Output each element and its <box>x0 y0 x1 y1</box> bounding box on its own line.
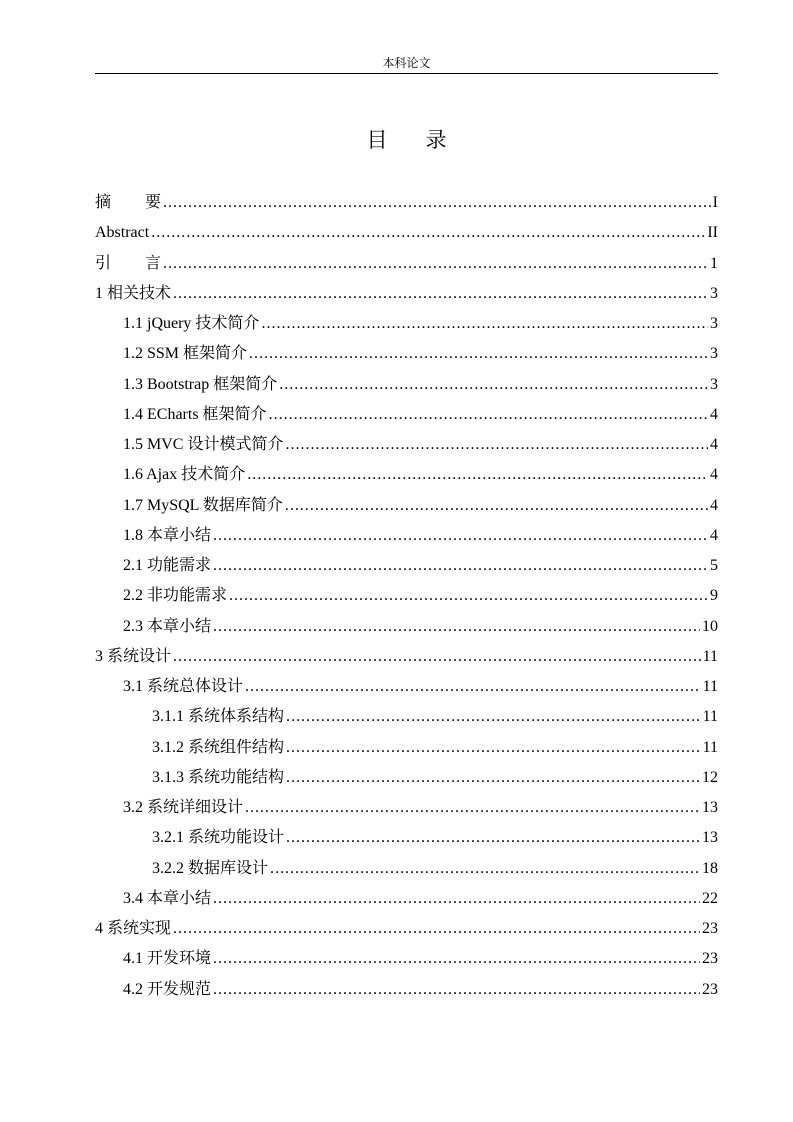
toc-entry[interactable] <box>95 309 718 339</box>
toc-entry-label: 摘要 <box>95 194 196 211</box>
toc-entry-label: 3.1.1 系统体系结构 <box>152 708 285 726</box>
toc-dot-leader <box>285 430 708 460</box>
toc-dot-leader <box>213 612 700 642</box>
toc-dot-leader <box>173 642 701 672</box>
table-of-contents <box>95 188 718 1005</box>
toc-dot-leader <box>173 914 700 944</box>
toc-dot-leader <box>245 793 700 823</box>
toc-entry-label: 3.2.1 系统功能设计 <box>152 829 285 847</box>
toc-page-number: 23 <box>702 950 718 968</box>
header-rule <box>95 73 718 74</box>
toc-dot-leader <box>213 944 700 974</box>
toc-entry-label: 3.2.2 数据库设计 <box>152 859 269 877</box>
toc-page-number: 4 <box>710 466 718 484</box>
toc-dot-leader <box>285 491 708 521</box>
toc-dot-leader <box>213 975 700 1005</box>
toc-dot-leader <box>245 672 701 702</box>
toc-entry-label: 1.5 MVC 设计模式简介 <box>123 436 284 453</box>
toc-page-number: 1 <box>710 254 718 272</box>
toc-page-number: 11 <box>702 708 718 726</box>
toc-entry[interactable] <box>95 521 718 551</box>
toc-dot-leader <box>229 581 708 611</box>
toc-entry-label: Abstract <box>95 224 150 242</box>
toc-entry-label: 4.1 开发环境 <box>123 950 212 968</box>
toc-entry[interactable] <box>95 914 718 944</box>
toc-dot-leader <box>151 218 705 248</box>
toc-dot-leader <box>270 854 700 884</box>
toc-entry[interactable] <box>95 642 718 672</box>
toc-entry[interactable] <box>95 491 718 521</box>
toc-dot-leader <box>286 823 700 853</box>
toc-entry-label: 2.3 本章小结 <box>123 617 212 635</box>
toc-page-number: 13 <box>702 799 718 816</box>
toc-entry-label: 1.4 ECharts 框架简介 <box>123 405 267 423</box>
toc-page-number: 18 <box>702 859 718 877</box>
running-header: 本科论文 <box>382 56 431 70</box>
toc-entry[interactable] <box>95 249 718 279</box>
toc-page-number: 5 <box>710 557 718 574</box>
toc-entry[interactable] <box>95 188 718 218</box>
toc-entry-label: 1.1 jQuery 技术简介 <box>123 315 260 332</box>
toc-dot-leader <box>286 763 700 793</box>
toc-entry-label: 3 系统设计 <box>95 647 172 665</box>
toc-entry-label: 1.8 本章小结 <box>123 526 212 544</box>
toc-entry-label: 引言 <box>95 254 196 272</box>
toc-page-number: 22 <box>702 889 718 907</box>
toc-dot-leader <box>173 279 708 309</box>
toc-entry-label: 3.4 本章小结 <box>123 889 212 907</box>
toc-page-number: 11 <box>702 738 718 756</box>
toc-entry[interactable] <box>95 370 718 400</box>
toc-dot-leader <box>247 460 708 490</box>
toc-page-number: 3 <box>710 345 718 363</box>
toc-entry[interactable] <box>95 944 718 974</box>
toc-dot-leader <box>213 884 700 914</box>
toc-entry[interactable] <box>95 884 718 914</box>
toc-entry[interactable] <box>95 218 718 248</box>
toc-entry-label: 3.1 系统总体设计 <box>123 678 244 695</box>
toc-page-number: 4 <box>710 405 718 423</box>
toc-entry[interactable] <box>95 460 718 490</box>
toc-page-number: 3 <box>710 315 718 332</box>
toc-page-number: 13 <box>702 829 718 847</box>
toc-dot-leader <box>261 309 708 339</box>
toc-entry[interactable] <box>95 279 718 309</box>
toc-entry[interactable] <box>95 400 718 430</box>
toc-dot-leader <box>163 188 711 218</box>
toc-entry-label: 2.1 功能需求 <box>123 557 212 574</box>
toc-entry[interactable] <box>95 581 718 611</box>
toc-dot-leader <box>269 400 708 430</box>
toc-page-number: 3 <box>710 375 718 393</box>
toc-entry[interactable] <box>95 612 718 642</box>
toc-dot-leader <box>213 551 708 581</box>
toc-entry[interactable] <box>95 763 718 793</box>
page-title: 目录 <box>366 128 485 152</box>
toc-page-number: 23 <box>702 920 718 937</box>
toc-entry[interactable] <box>95 854 718 884</box>
toc-dot-leader <box>286 702 701 732</box>
toc-page-number: 10 <box>702 617 718 635</box>
toc-entry[interactable] <box>95 551 718 581</box>
toc-entry-label: 1.3 Bootstrap 框架简介 <box>123 375 278 393</box>
toc-entry-label: 3.1.3 系统功能结构 <box>152 768 285 786</box>
toc-page-number: 4 <box>710 526 718 544</box>
toc-dot-leader <box>249 339 708 369</box>
toc-page-number: 4 <box>710 436 718 453</box>
toc-entry[interactable] <box>95 339 718 369</box>
toc-entry-label: 1.2 SSM 框架简介 <box>123 345 248 363</box>
toc-entry[interactable] <box>95 702 718 732</box>
toc-page-number: 3 <box>710 284 718 302</box>
toc-dot-leader <box>279 370 708 400</box>
toc-page-number: 4 <box>710 496 718 514</box>
toc-entry-label: 1.7 MySQL 数据库简介 <box>123 496 283 514</box>
toc-dot-leader <box>213 521 708 551</box>
toc-entry[interactable] <box>95 672 718 702</box>
toc-entry[interactable] <box>95 793 718 823</box>
toc-entry-label: 4 系统实现 <box>95 920 172 937</box>
toc-entry[interactable] <box>95 733 718 763</box>
toc-page-number: 9 <box>710 587 718 605</box>
toc-page-number: 23 <box>702 980 718 998</box>
toc-entry-label: 1.6 Ajax 技术简介 <box>123 466 246 484</box>
toc-page-number: 11 <box>702 678 718 695</box>
toc-entry-label: 3.2 系统详细设计 <box>123 799 244 816</box>
toc-entry-label: 1 相关技术 <box>95 284 172 302</box>
toc-entry-label: 3.1.2 系统组件结构 <box>152 738 285 756</box>
toc-entry-label: 2.2 非功能需求 <box>123 587 228 605</box>
toc-dot-leader <box>163 249 708 279</box>
toc-page-number: II <box>707 224 718 242</box>
toc-entry[interactable] <box>95 430 718 460</box>
toc-entry-label: 4.2 开发规范 <box>123 980 212 998</box>
toc-entry[interactable] <box>95 823 718 853</box>
toc-page-number: I <box>712 194 718 211</box>
toc-page-number: 12 <box>702 768 718 786</box>
toc-entry[interactable] <box>95 975 718 1005</box>
toc-dot-leader <box>286 733 701 763</box>
toc-page-number: 11 <box>702 647 718 665</box>
